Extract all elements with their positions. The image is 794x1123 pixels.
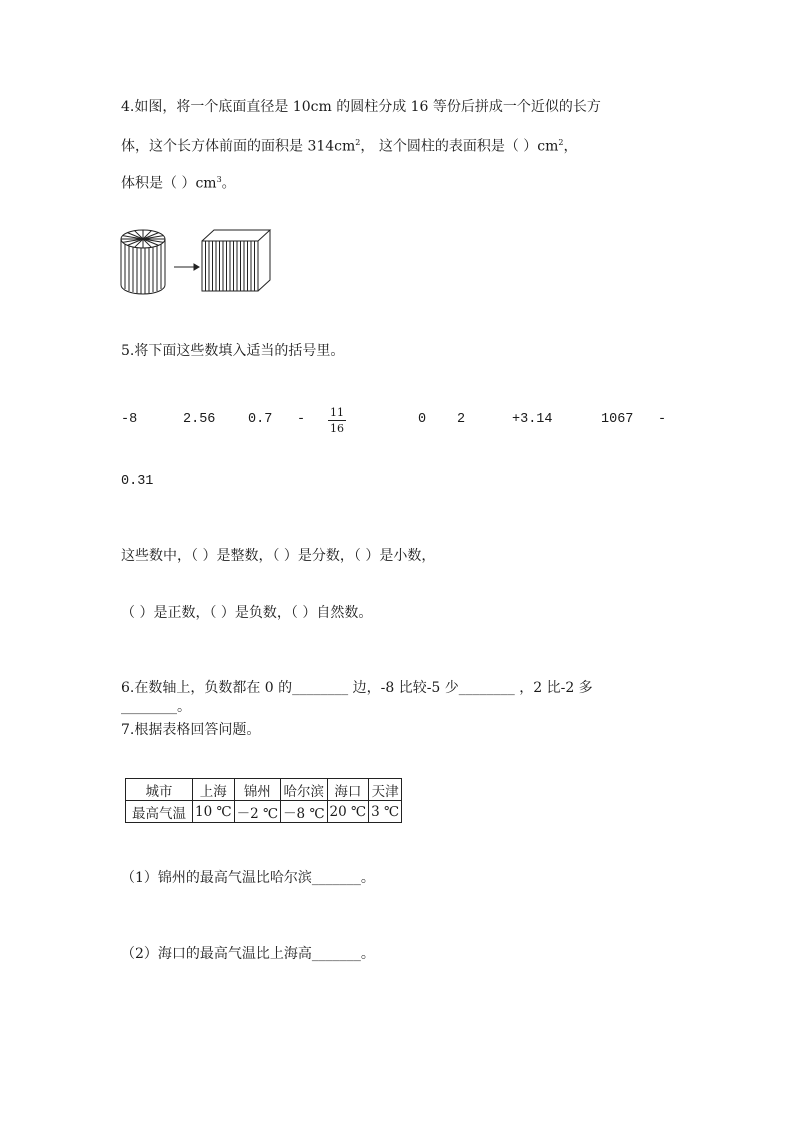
table-cell: 天津 [369,779,402,801]
q4-line2-sup2: 2 [558,138,564,147]
q5-number: 0.7 [248,412,273,427]
table-cell: 3 ℃ [369,801,402,823]
fraction-denominator: 16 [330,422,344,435]
q5-sentence1: 这些数中，（ ）是整数，（ ）是分数，（ ）是小数， [121,548,436,564]
q4-line3-a: 体积是（ ）cm [121,175,217,192]
q4-line3 [121,170,236,194]
q4-line2-b: ， 这个圆柱的表面积是（ ）cm [360,138,559,155]
table-cell: －8 ℃ [281,801,327,823]
table-cell: 哈尔滨 [281,779,327,801]
cuboid-icon [202,230,270,291]
temperature-table [125,778,402,823]
table-row [126,801,402,823]
q5-number: - [658,412,667,427]
cylinder-to-cuboid-diagram [118,225,278,297]
q5-fraction [326,406,348,435]
table-cell: 10 ℃ [193,801,235,823]
table-cell: 上海 [193,779,235,801]
q5-number: +3.14 [512,412,553,427]
table-cell: 海口 [327,779,369,801]
q5-number: 2 [457,412,466,427]
q7-sub2: （2）海口的最高气温比上海高_______。 [121,946,375,962]
arrow-right-icon [174,264,199,270]
q4-line3-b: 。 [221,175,236,192]
q5-number: 2.56 [183,412,216,427]
q4-line2 [121,133,578,157]
q5-sentence2: （ ）是正数，（ ）是负数，（ ）自然数。 [121,605,373,621]
fraction-numerator: 11 [330,406,344,419]
q5-title: 5.将下面这些数填入适当的括号里。 [121,343,345,359]
fraction-bar [328,420,346,421]
q5-number: - [297,412,306,427]
table-cell: 20 ℃ [327,801,369,823]
q5-number-wrapped: 0.31 [121,474,154,489]
q4-line2-c: ， [563,138,578,155]
table-cell: 锦州 [234,779,280,801]
q4-line1: 4.如图，将一个底面直径是 10cm 的圆柱分成 16 等份后拼成一个近似的长方 [121,99,601,115]
q6-line2: ________。 [121,699,191,715]
q7-title: 7.根据表格回答问题。 [121,722,261,738]
table-header-row [126,779,402,801]
q4-line3-sup: 3 [216,175,222,184]
table-cell: －2 ℃ [234,801,280,823]
q7-sub1: （1）锦州的最高气温比哈尔滨_______。 [121,870,375,886]
table-cell: 城市 [126,779,193,801]
q6-line1: 6.在数轴上，负数都在 0 的________ 边，-8 比较-5 少________ ，2 比-2 多 [121,680,593,696]
q5-number: 1067 [601,412,634,427]
q5-number: -8 [121,412,138,427]
cylinder-icon [121,230,165,294]
table-cell: 最高气温 [126,801,193,823]
q4-line2-sup1: 2 [355,138,361,147]
q4-line2-a: 体，这个长方体前面的面积是 314cm [121,138,356,155]
q5-number: 0 [418,412,427,427]
